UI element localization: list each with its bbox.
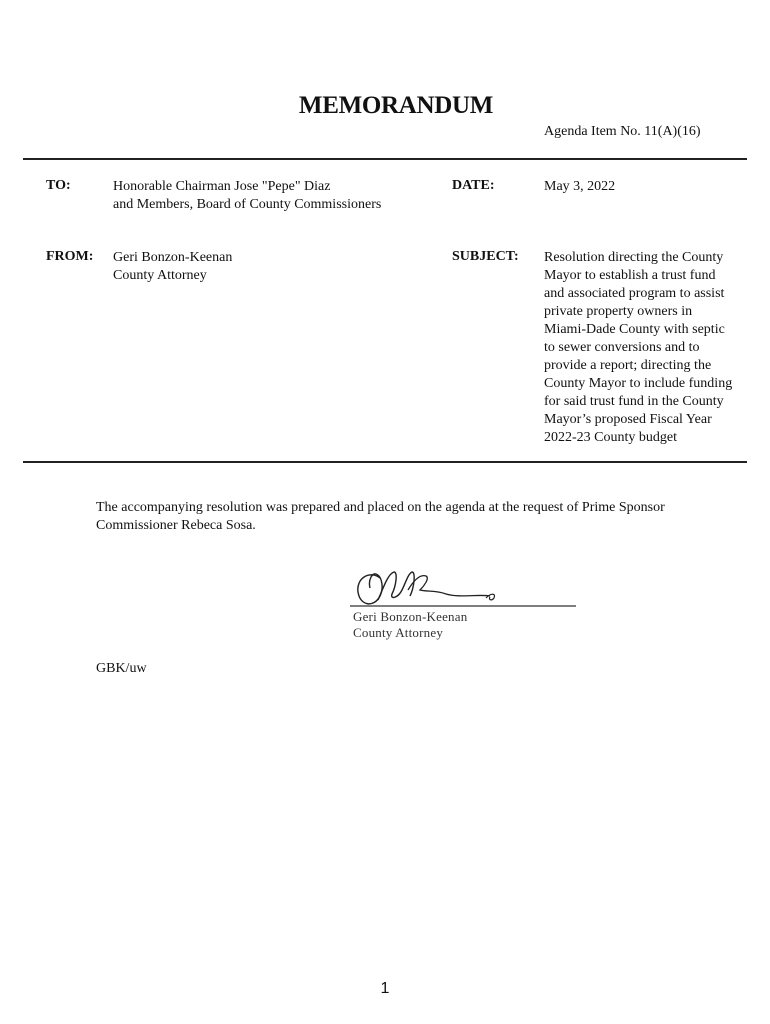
typist-initials: GBK/uw (96, 661, 147, 676)
signature-block (353, 609, 467, 641)
to-recipient (113, 178, 381, 214)
subject-line: private property owners in (544, 304, 693, 319)
subject-line: provide a report; directing the (544, 358, 712, 373)
subject-label: SUBJECT: (452, 249, 519, 264)
subject-line: to sewer conversions and to (544, 340, 700, 355)
top-divider (23, 158, 747, 160)
memo-title: MEMORANDUM (298, 92, 494, 119)
subject-line: 2022-23 County budget (544, 430, 677, 445)
subject-line: Mayor’s proposed Fiscal Year (544, 412, 712, 427)
to-line-1: Honorable Chairman Jose "Pepe" Diaz (113, 179, 331, 194)
from-label: FROM: (46, 249, 94, 264)
subject-line: and associated program to assist (544, 286, 725, 301)
date-label: DATE: (452, 178, 495, 193)
subject-line: Miami-Dade County with septic (544, 322, 725, 337)
subject-line: Resolution directing the County (544, 250, 724, 265)
bottom-divider (23, 461, 747, 463)
from-line-1: Geri Bonzon-Keenan (113, 250, 233, 265)
subject-text (544, 249, 764, 447)
subject-line: County Mayor to include funding (544, 376, 733, 391)
signer-name: Geri Bonzon-Keenan (353, 609, 468, 624)
signer-title: County Attorney (353, 625, 444, 640)
subject-line: for said trust fund in the County (544, 394, 724, 409)
to-label: TO: (46, 178, 71, 193)
to-line-2: and Members, Board of County Commissioners (113, 197, 382, 212)
handwritten-signature (350, 560, 580, 614)
from-line-2: County Attorney (113, 268, 207, 283)
body-line-1: The accompanying resolution was prepared and placed on the agenda at the request of Prime Sponsor (96, 500, 665, 515)
memo-body (96, 499, 736, 535)
date-value: May 3, 2022 (544, 179, 616, 194)
from-sender (113, 249, 232, 285)
page-number: 1 (380, 980, 390, 997)
body-line-2: Commissioner Rebeca Sosa. (96, 518, 256, 533)
subject-line: Mayor to establish a trust fund (544, 268, 716, 283)
agenda-item-number: Agenda Item No. 11(A)(16) (544, 124, 701, 139)
